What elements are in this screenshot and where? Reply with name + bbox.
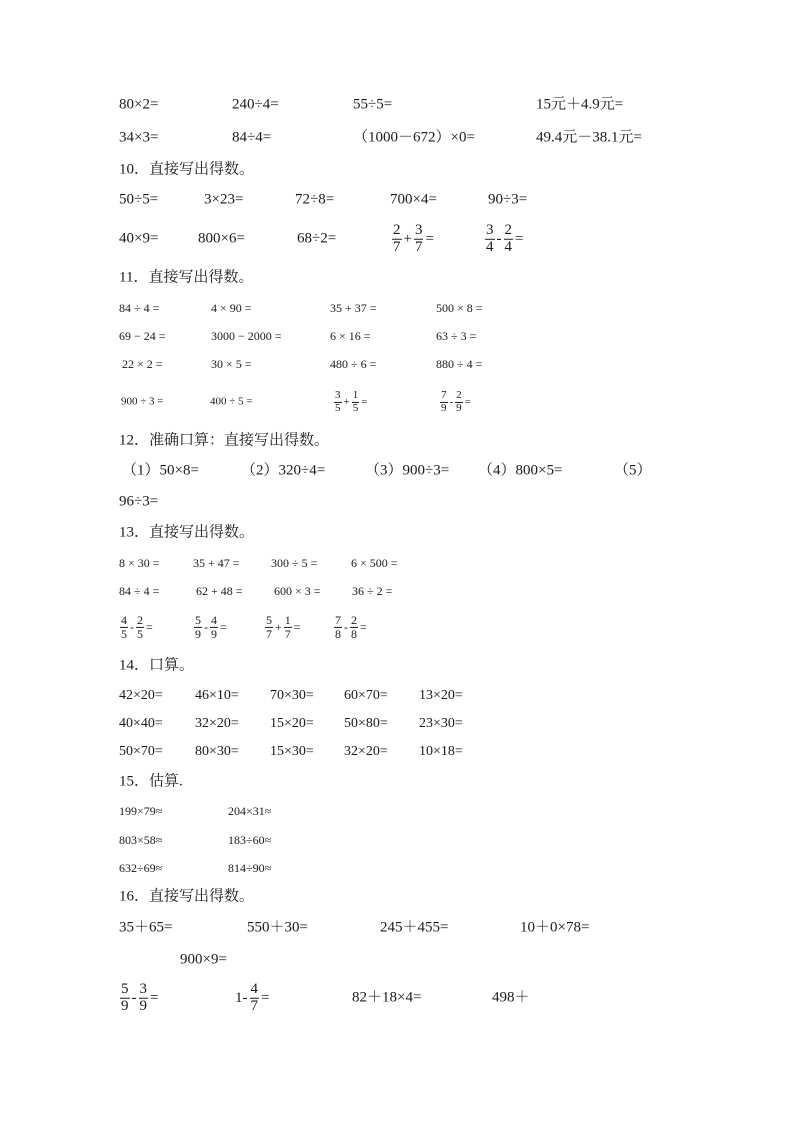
- fraction-numerator: 2: [504, 221, 512, 238]
- math-problem: 90÷3=: [488, 191, 528, 208]
- math-problem: 480 ÷ 6 =: [330, 357, 377, 371]
- fraction: [210, 614, 218, 640]
- section-heading: 15．估算.: [119, 773, 183, 790]
- math-problem: 35 + 47 =: [193, 556, 240, 570]
- math-problem: 15元＋4.9元=: [536, 96, 624, 113]
- fraction-numerator: 7: [335, 612, 341, 627]
- fraction-denominator: 4: [504, 238, 512, 255]
- fraction-numerator: 5: [266, 612, 272, 627]
- fraction: [440, 390, 448, 414]
- math-problem: 632÷69≈: [119, 861, 163, 875]
- fraction-problem: [264, 614, 302, 640]
- fraction-numerator: 4: [211, 612, 217, 627]
- operator: =: [150, 989, 159, 1006]
- fraction-denominator: 9: [456, 401, 462, 414]
- math-problem: 13×20=: [419, 688, 463, 703]
- operator: -: [344, 620, 348, 634]
- math-problem: 6 × 500 =: [351, 556, 398, 570]
- fraction-problem: [119, 614, 154, 640]
- math-problem: 22 × 2 =: [122, 357, 163, 371]
- fraction-denominator: 9: [211, 626, 217, 641]
- fraction-numerator: 2: [456, 388, 462, 401]
- fraction-denominator: 8: [351, 626, 357, 641]
- fraction-numerator: 2: [351, 612, 357, 627]
- fraction-denominator: 9: [139, 997, 147, 1014]
- math-problem: 50÷5=: [119, 191, 159, 208]
- math-problem: 62 + 48 =: [196, 584, 243, 598]
- fraction-denominator: 5: [352, 401, 359, 414]
- fraction: [120, 614, 128, 640]
- math-problem: 23×30=: [419, 716, 463, 731]
- math-problem: 700×4=: [390, 191, 437, 208]
- fraction-denominator: 9: [121, 997, 129, 1014]
- fraction: [284, 614, 292, 640]
- math-problem: 880 ÷ 4 =: [436, 357, 483, 371]
- fraction-denominator: 9: [441, 401, 447, 414]
- fraction-denominator: 7: [266, 626, 272, 641]
- math-problem: 803×58≈: [119, 833, 163, 847]
- math-problem: 70×30=: [270, 688, 314, 703]
- fraction-numerator: 1: [284, 612, 291, 627]
- fraction-denominator: 9: [195, 626, 201, 641]
- fraction: [334, 390, 342, 414]
- fraction-denominator: 7: [284, 626, 291, 641]
- math-problem: 900×9=: [180, 951, 227, 968]
- section-heading: 10．直接写出得数。: [119, 161, 255, 178]
- fraction: [455, 390, 463, 414]
- fraction-numerator: 5: [195, 612, 201, 627]
- fraction-problem: [439, 390, 472, 414]
- math-problem: 80×30=: [195, 744, 239, 759]
- fraction-problem: [484, 223, 524, 256]
- math-problem: 550＋30=: [247, 919, 308, 936]
- math-problem: 69 − 24 =: [119, 329, 166, 343]
- math-problem: 60×70=: [344, 688, 388, 703]
- operator: =: [360, 620, 367, 634]
- math-problem: 50×70=: [119, 744, 163, 759]
- fraction-problem: [391, 223, 435, 256]
- fraction: [414, 223, 424, 256]
- math-problem: 3000 − 2000 =: [211, 329, 282, 343]
- math-problem: 10＋0×78=: [520, 919, 590, 936]
- math-problem: （1）50×8=: [122, 462, 199, 479]
- fraction-numerator: 3: [414, 221, 423, 238]
- math-problem: （3）900÷3=: [365, 462, 450, 479]
- fraction-numerator: 4: [121, 612, 127, 627]
- math-problem: 3×23=: [204, 191, 244, 208]
- math-problem: 50×80=: [344, 716, 388, 731]
- section-heading: 16．直接写出得数。: [119, 888, 255, 905]
- operator: -: [449, 395, 454, 408]
- fraction-numerator: 3: [486, 221, 494, 238]
- math-problem: 400 ÷ 5 =: [210, 395, 253, 408]
- operator: -: [131, 989, 137, 1006]
- math-problem: 240÷4=: [232, 96, 279, 113]
- operator: +: [275, 620, 282, 634]
- fraction-numerator: 5: [121, 980, 129, 997]
- fraction-denominator: 7: [393, 238, 401, 255]
- math-problem: 82＋18×4=: [352, 989, 422, 1006]
- math-problem: 8 × 30 =: [119, 556, 160, 570]
- operator: +: [343, 395, 350, 408]
- operator: =: [293, 620, 301, 634]
- fraction-numerator: 4: [250, 980, 258, 997]
- math-problem: 15×20=: [270, 716, 314, 731]
- math-problem: 49.4元－38.1元=: [536, 129, 642, 146]
- math-problem: 6 × 16 =: [330, 329, 371, 343]
- fraction-problem: [333, 614, 368, 640]
- fraction: [265, 614, 273, 640]
- math-problem: 40×40=: [119, 716, 163, 731]
- math-problem: 4 × 90 =: [211, 301, 252, 315]
- math-problem: 36 ÷ 2 =: [352, 584, 393, 598]
- operator: =: [146, 620, 153, 634]
- operator: =: [220, 620, 227, 634]
- math-problem: 800×6=: [198, 230, 245, 247]
- fraction: [120, 982, 130, 1015]
- fraction: [350, 614, 358, 640]
- math-problem: 498＋: [492, 989, 530, 1006]
- math-problem: 35 + 37 =: [330, 301, 377, 315]
- operator: =: [464, 395, 471, 408]
- fraction-problem: [333, 390, 368, 414]
- fraction-numerator: 3: [139, 980, 147, 997]
- operator: =: [425, 230, 434, 247]
- fraction-problem: [193, 614, 228, 640]
- fraction-denominator: 4: [486, 238, 494, 255]
- math-problem: 300 ÷ 5 =: [271, 556, 318, 570]
- fraction: [194, 614, 202, 640]
- math-problem: 84 ÷ 4 =: [119, 301, 160, 315]
- math-problem: 600 × 3 =: [274, 584, 321, 598]
- operator: -: [204, 620, 208, 634]
- operator: +: [403, 230, 412, 247]
- math-problem: 900 ÷ 3 =: [121, 395, 164, 408]
- math-problem: 42×20=: [119, 688, 163, 703]
- fraction: [485, 223, 495, 256]
- operator: =: [261, 989, 270, 1006]
- math-problem: 96÷3=: [119, 493, 159, 510]
- operator: -: [130, 620, 134, 634]
- fraction-numerator: 2: [137, 612, 143, 627]
- section-heading: 14．口算。: [119, 657, 195, 674]
- fraction-problem: [234, 982, 270, 1015]
- fraction: [139, 982, 149, 1015]
- fraction-denominator: 5: [335, 401, 341, 414]
- math-problem: 84 ÷ 4 =: [119, 584, 160, 598]
- math-problem: 34×3=: [119, 129, 159, 146]
- math-problem: 72÷8=: [295, 191, 335, 208]
- fraction: [352, 390, 360, 414]
- math-problem: 35＋65=: [119, 919, 173, 936]
- math-problem: 183÷60≈: [228, 833, 272, 847]
- math-problem: 40×9=: [119, 230, 159, 247]
- math-problem: （2）320÷4=: [241, 462, 326, 479]
- operator: =: [361, 395, 368, 408]
- math-problem: 63 ÷ 3 =: [436, 329, 477, 343]
- fraction-numerator: 2: [393, 221, 401, 238]
- section-heading: 13．直接写出得数。: [119, 524, 255, 541]
- math-problem: 10×18=: [419, 744, 463, 759]
- operator: -: [496, 230, 502, 247]
- math-problem: 814÷90≈: [228, 861, 272, 875]
- math-problem: 30 × 5 =: [211, 357, 252, 371]
- fraction-denominator: 5: [121, 626, 127, 641]
- fraction: [136, 614, 144, 640]
- math-problem: 68÷2=: [297, 230, 337, 247]
- section-heading: 11．直接写出得数。: [119, 269, 254, 286]
- fraction-denominator: 7: [414, 238, 423, 255]
- math-problem: （1000－672）×0=: [353, 129, 475, 146]
- fraction: [504, 223, 514, 256]
- math-problem: 204×31≈: [228, 804, 272, 818]
- math-problem: 55÷5=: [353, 96, 393, 113]
- math-problem: 84÷4=: [232, 129, 272, 146]
- math-problem: 32×20=: [344, 744, 388, 759]
- fraction-denominator: 8: [335, 626, 341, 641]
- math-problem: 500 × 8 =: [436, 301, 483, 315]
- fraction-numerator: 1: [352, 388, 359, 401]
- operator: 1-: [235, 989, 248, 1006]
- fraction: [250, 982, 260, 1015]
- math-problem: （5）: [614, 462, 652, 479]
- math-problem: 199×79≈: [119, 804, 163, 818]
- fraction-numerator: 3: [335, 388, 341, 401]
- fraction-denominator: 7: [250, 997, 258, 1014]
- operator: =: [515, 230, 524, 247]
- section-heading: 12．准确口算：直接写出得数。: [119, 432, 330, 449]
- math-problem: 32×20=: [195, 716, 239, 731]
- math-problem: 46×10=: [195, 688, 239, 703]
- math-problem: （4）800×5=: [478, 462, 563, 479]
- fraction-denominator: 5: [137, 626, 143, 641]
- fraction-problem: [119, 982, 159, 1015]
- math-problem: 245＋455=: [380, 919, 449, 936]
- math-problem: 15×30=: [270, 744, 314, 759]
- fraction-numerator: 7: [441, 388, 447, 401]
- math-problem: 80×2=: [119, 96, 159, 113]
- fraction: [334, 614, 342, 640]
- fraction: [392, 223, 402, 256]
